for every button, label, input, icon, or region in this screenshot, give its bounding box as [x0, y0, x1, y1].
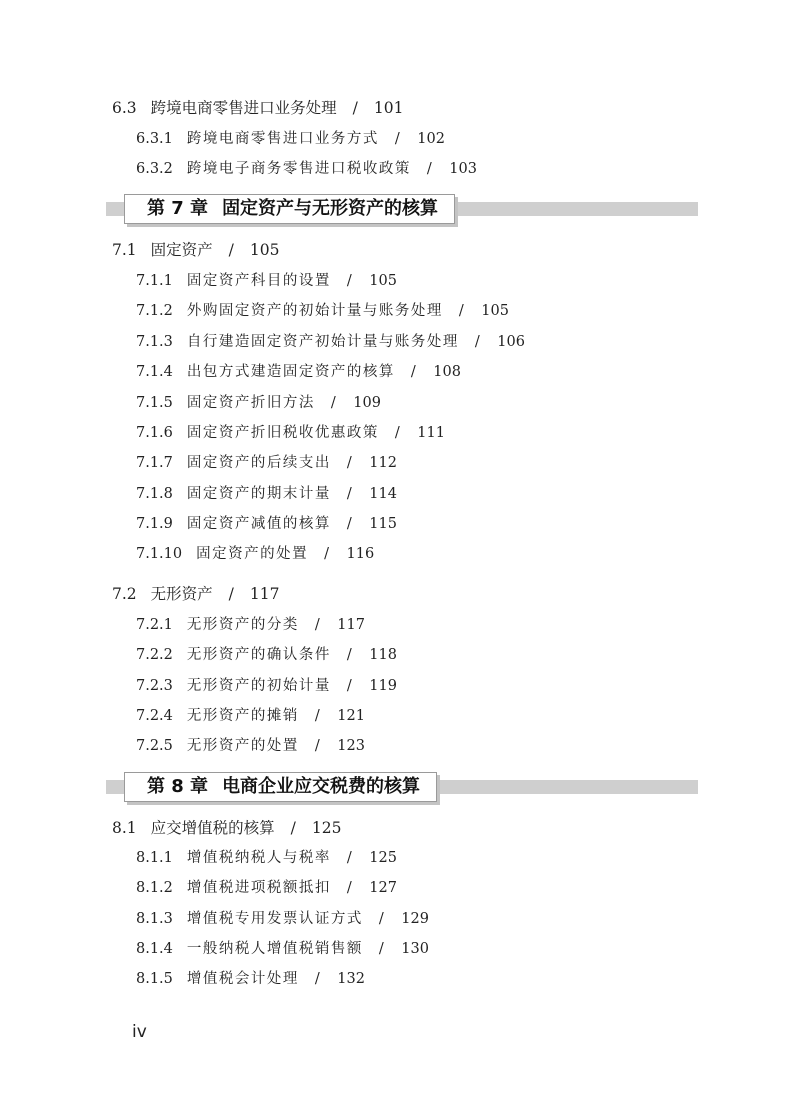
separator: /: [410, 364, 418, 380]
page-number: 127: [369, 880, 397, 896]
separator: /: [378, 941, 386, 957]
item-number: 7.1.2: [136, 303, 173, 319]
item-title: 自行建造固定资产初始计量与账务处理: [186, 334, 459, 350]
separator: /: [324, 546, 331, 562]
separator: /: [346, 486, 354, 502]
separator: /: [378, 911, 386, 927]
toc-item-7-1-9: [136, 513, 397, 535]
item-title: 无形资产的摊销: [186, 708, 299, 724]
separator: /: [426, 161, 434, 177]
toc-section-7-2: [112, 583, 280, 605]
page-number: 132: [337, 971, 365, 987]
item-title: 跨境电子商务零售进口税收政策: [186, 161, 411, 177]
page-number: 105: [369, 273, 397, 289]
item-title: 固定资产科目的设置: [186, 273, 331, 289]
item-title: 无形资产的初始计量: [186, 678, 331, 694]
toc-item-7-2-1: [136, 614, 365, 636]
page-number: 106: [497, 334, 525, 350]
page-number: 117: [249, 585, 280, 603]
item-title: 增值税专用发票认证方式: [186, 911, 363, 927]
item-number: 7.2.1: [136, 617, 173, 633]
page-number: 121: [337, 708, 365, 724]
page-number: 109: [353, 395, 381, 411]
separator: /: [330, 395, 338, 411]
toc-item-8-1-5: [136, 968, 365, 990]
section-number: 8.1: [112, 819, 137, 837]
toc-item-7-1-8: [136, 483, 397, 505]
toc-item-7-1-5: [136, 392, 381, 414]
toc-item-7-1-1: [136, 270, 397, 292]
separator: /: [346, 880, 354, 896]
toc-item-7-2-3: [136, 675, 397, 697]
item-title: 一般纳税人增值税销售额: [186, 941, 363, 957]
item-number: 8.1.3: [136, 911, 173, 927]
page-number: 129: [401, 911, 429, 927]
section-number: 6.3: [112, 99, 137, 117]
toc-item-8-1-1: [136, 847, 397, 869]
toc-section-7-1: [112, 239, 280, 261]
item-title: 无形资产的确认条件: [186, 647, 331, 663]
section-title: 应交增值税的核算: [150, 819, 275, 837]
item-title: 固定资产减值的核算: [186, 516, 331, 532]
page-number: 112: [369, 455, 397, 471]
toc-item-8-1-2: [136, 877, 397, 899]
page-number: 125: [311, 819, 342, 837]
item-title: 增值税纳税人与税率: [186, 850, 331, 866]
toc-item-7-1-6: [136, 422, 445, 444]
separator: /: [394, 131, 402, 147]
item-title: 增值税进项税额抵扣: [186, 880, 331, 896]
separator: /: [474, 334, 482, 350]
toc-item-7-1-2: [136, 300, 509, 322]
separator: /: [394, 425, 402, 441]
chapter-label: 第 7 章: [147, 198, 209, 219]
chapter-8-heading: [106, 776, 698, 802]
page-number: 105: [481, 303, 509, 319]
chapter-label: 第 8 章: [147, 776, 209, 797]
item-number: 7.2.3: [136, 678, 173, 694]
item-title: 无形资产的处置: [186, 738, 299, 754]
item-number: 7.1.4: [136, 364, 173, 380]
item-title: 固定资产折旧税收优惠政策: [186, 425, 379, 441]
chapter-title: 电商企业应交税费的核算: [222, 776, 421, 797]
item-number: 7.1.9: [136, 516, 173, 532]
page-number: 108: [433, 364, 461, 380]
section-number: 7.2: [112, 585, 137, 603]
section-number: 7.1: [112, 241, 137, 259]
item-title: 固定资产的期末计量: [186, 486, 331, 502]
separator: /: [346, 273, 354, 289]
item-title: 固定资产折旧方法: [186, 395, 315, 411]
page-folio: iv: [132, 1022, 147, 1042]
separator: /: [228, 241, 234, 259]
toc-item-7-2-4: [136, 705, 365, 727]
item-number: 7.1.7: [136, 455, 173, 471]
item-number: 7.2.2: [136, 647, 173, 663]
separator: /: [346, 647, 354, 663]
separator: /: [290, 819, 296, 837]
item-title: 无形资产的分类: [186, 617, 299, 633]
item-number: 7.1.5: [136, 395, 173, 411]
page-number: 117: [337, 617, 365, 633]
separator: /: [314, 971, 322, 987]
item-title: 增值税会计处理: [186, 971, 299, 987]
toc-item-7-1-4: [136, 361, 461, 383]
chapter-title: 固定资产与无形资产的核算: [222, 198, 439, 219]
toc-section-8-1: [112, 817, 342, 839]
page-number: 101: [373, 99, 404, 117]
separator: /: [346, 455, 354, 471]
item-title: 外购固定资产的初始计量与账务处理: [186, 303, 443, 319]
item-number: 7.1.1: [136, 273, 173, 289]
toc-item-8-1-3: [136, 908, 429, 930]
toc-item-6-3-2: [136, 158, 477, 180]
chapter-title-box: [124, 194, 455, 224]
page-number: 118: [369, 647, 397, 663]
item-number: 7.1.8: [136, 486, 173, 502]
item-number: 7.1.3: [136, 334, 173, 350]
toc-item-7-1-7: [136, 452, 397, 474]
item-number: 8.1.2: [136, 880, 173, 896]
item-number: 6.3.2: [136, 161, 173, 177]
page-number: 123: [337, 738, 365, 754]
separator: /: [346, 678, 354, 694]
item-title: 出包方式建造固定资产的核算: [186, 364, 395, 380]
item-number: 7.1.6: [136, 425, 173, 441]
item-number: 7.2.4: [136, 708, 173, 724]
item-number: 7.2.5: [136, 738, 173, 754]
section-title: 跨境电商零售进口业务处理: [150, 99, 337, 117]
separator: /: [458, 303, 466, 319]
item-title: 固定资产的后续支出: [186, 455, 331, 471]
separator: /: [314, 617, 322, 633]
page-number: 130: [401, 941, 429, 957]
page-number: 119: [369, 678, 397, 694]
toc-item-7-1-10: [136, 543, 374, 565]
item-number: 8.1.1: [136, 850, 173, 866]
toc-item-7-2-2: [136, 644, 397, 666]
section-title: 固定资产: [150, 241, 213, 259]
page-number: 103: [449, 161, 477, 177]
chapter-title-box: [124, 772, 437, 802]
item-number: 7.1.10: [136, 546, 183, 562]
toc-item-6-3-1: [136, 128, 445, 150]
separator: /: [314, 708, 322, 724]
toc-item-7-1-3: [136, 331, 525, 353]
toc-item-8-1-4: [136, 938, 429, 960]
separator: /: [346, 850, 354, 866]
item-number: 6.3.1: [136, 131, 173, 147]
chapter-7-heading: [106, 198, 698, 224]
page-number: 116: [346, 546, 375, 562]
separator: /: [352, 99, 358, 117]
separator: /: [314, 738, 322, 754]
page-number: 105: [249, 241, 280, 259]
page-number: 102: [417, 131, 445, 147]
separator: /: [228, 585, 234, 603]
item-number: 8.1.5: [136, 971, 173, 987]
separator: /: [346, 516, 354, 532]
item-title: 固定资产的处置: [196, 546, 309, 562]
page-number: 114: [369, 486, 397, 502]
section-title: 无形资产: [150, 585, 213, 603]
toc-item-7-2-5: [136, 735, 365, 757]
item-title: 跨境电商零售进口业务方式: [186, 131, 379, 147]
page-number: 111: [417, 425, 445, 441]
item-number: 8.1.4: [136, 941, 173, 957]
page-number: 115: [369, 516, 397, 532]
page-number: 125: [369, 850, 397, 866]
toc-section-6-3: [112, 97, 404, 119]
